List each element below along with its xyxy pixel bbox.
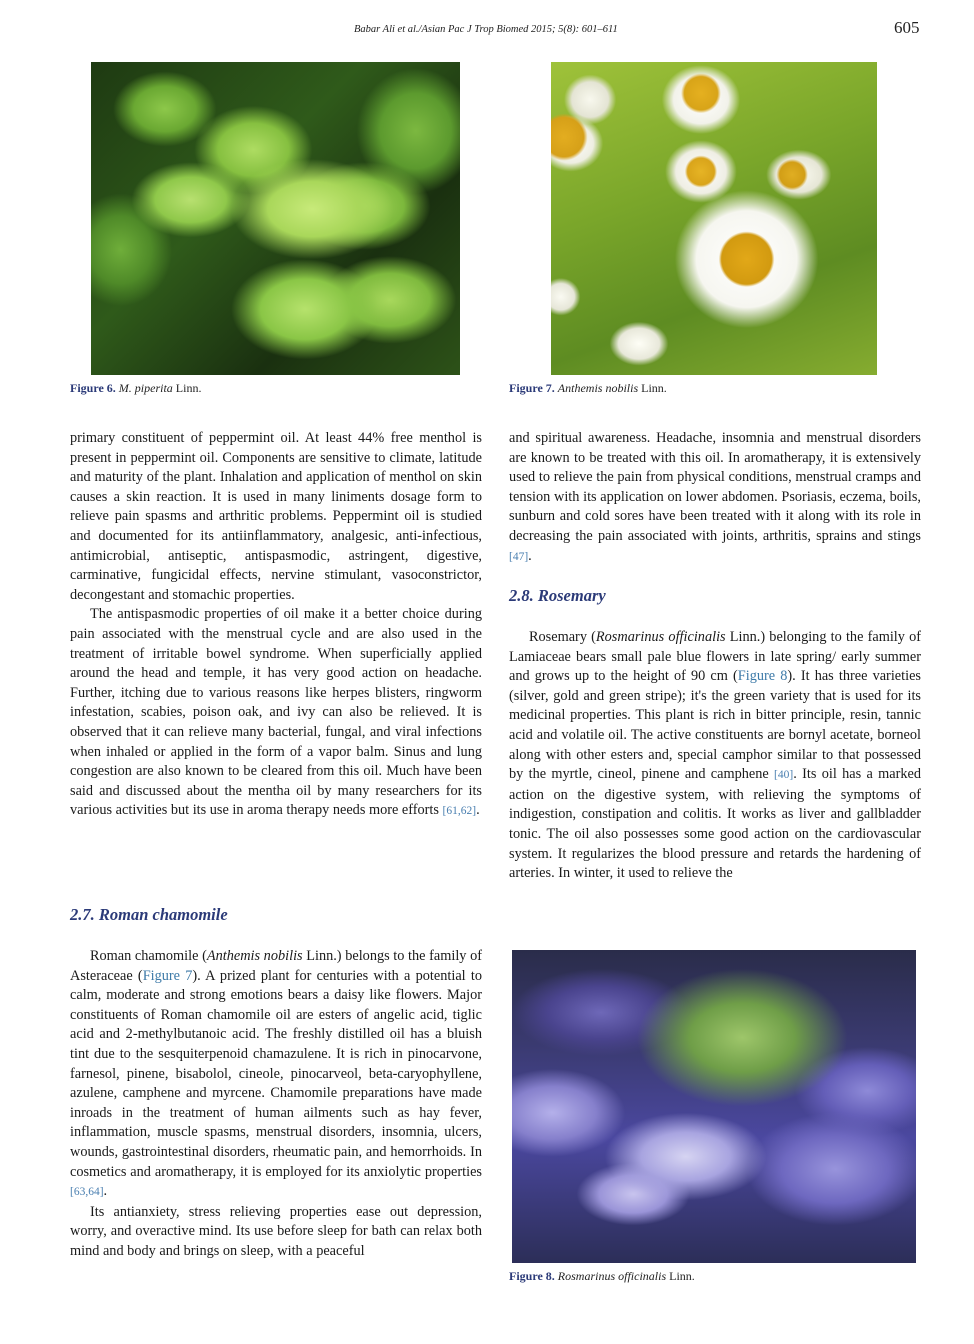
paragraph-text: Linn.) belongs to the family of Asteraceae ( — [70, 948, 482, 984]
species-name: Anthemis nobilis — [557, 381, 639, 395]
species-authority: Linn. — [641, 381, 667, 395]
citation-link[interactable]: [40] — [774, 769, 794, 782]
section-heading: 2.7. Roman chamomile — [70, 905, 228, 924]
species-authority: Linn. — [175, 381, 202, 395]
figure-7-caption — [509, 381, 667, 396]
citation-link[interactable]: [47] — [509, 550, 529, 563]
figure-8-caption — [509, 1269, 695, 1284]
paragraph-text: ). A prized plant for centuries with a potential to calm, moderate and strong emotions bears a daisy like flowers. Major constituents of Roman chamomile oil are esters of angelic acid, tiglic acid and 2-methylbutanoic acid. The freshly distilled oil has a bluish tint due to the sesquiterpenoid chamazulene. It is rich in pinocarvone, farnesol, pinene, bisabolol, cineole, pinocarveol, beta-caryophyllene, azulene, camphene and myrcene. Chamomile preparations have made inroads in the treatment of human ailments such as hay fever, inflammation, muscle spasms, menstrual disorders, insomnia, ulcers, wounds, gastrointestinal disorders, rheumatic pain, and hemorrhoids. In cosmetics and aromatherapy, it is employed for its anxiolytic properties — [70, 967, 482, 1180]
right-column-upper — [509, 429, 921, 567]
left-column-upper — [70, 429, 482, 822]
species-name: M. piperita — [118, 381, 173, 395]
right-column-lower — [509, 628, 921, 884]
paragraph — [509, 628, 921, 884]
paragraph: Roman chamomile (Anthemis nobilis Linn.) belongs to the family of Asteraceae (Figure 7). A prized plant for centuries with a potential to calm, moderate and strong emotions bears a daisy like flowers. Major constituents of Roman chamomile oil are esters of angelic acid, tiglic acid and 2-methylbutanoic acid. The freshly distilled oil has a bluish tint due to the sesquiterpenoid chamazulene. It is rich in pinocarvone, farnesol, pinene, bisabolol, cineole, pinocarveol, beta-caryophyllene, azulene, camphene and myrcene. Chamomile preparations have made inroads in the treatment of human ailments such as hay fever, inflammation, muscle spasms, menstrual disorders, insomnia, ulcers, wounds, gastrointestinal disorders, rheumatic pain, and hemorrhoids. In cosmetics and aromatherapy, it is employed for its anxiolytic properties [63,64]. — [70, 948, 482, 1200]
section-heading: 2.8. Rosemary — [509, 586, 606, 605]
figure-7-link[interactable]: Figure 7 — [142, 967, 193, 984]
paragraph-text: The antispasmodic properties of oil make it a better choice during pain associated with the menstrual cycle and are also used in the treatment of irritable bowel syndrome. When superficially applied around the head and temple, it has very good action on headache. Further, itching due to various reasons like herpes blisters, ringworm infestation, scabies, poison oak, and ivy can also be relieved. It is observed that it can relieve many bacterial, fungal, and viral infections when inhaled or applied in the form of a vapor balm. Sinus and lung congestion are also known to be cleared from this oil. Much have been said and discussed about the mentha oil by many researchers for its various activities but its use in aroma therapy needs more efforts — [70, 606, 482, 819]
section-2-8 — [509, 585, 921, 607]
peppermint-leaves-photo — [91, 62, 460, 375]
paragraph-text: . Its oil has a marked action on the digestive system, with relieving the symptoms of indigestion, constipation and colitis. It works as liver and gallbladder tonic. The oil also possesses some good action on the cardiovascular system. It regularizes the blood pressure and retards the hardening of arteries. In winter, it used to relieve the — [509, 766, 922, 882]
figure-6-caption — [70, 381, 201, 396]
figure-label: Figure 6. — [70, 381, 116, 395]
chamomile-flowers-photo — [551, 62, 877, 375]
rosemary-sprig-photo — [512, 950, 916, 1263]
paragraph: and spiritual awareness. Headache, insomnia and menstrual disorders are known to be treated with this oil. In aromatherapy, it is extensively used to relieve the pain from physical conditions, menstrual cramps and tension with its application on lower abdomen. Psoriasis, eczema, boils, sunburn and cold sores have been treated with it along with its role in decreasing the pain associated with joints, arthritis, sprains and stings [47]. — [509, 430, 921, 564]
species-authority: Linn. — [669, 1269, 695, 1283]
paragraph-text: Linn.) belonging to the family of Lamiaceae bears small pale blue flowers in late spring/ early summer and grows up to the height of 90 cm ( — [509, 629, 922, 685]
figure-label: Figure 8. — [509, 1269, 555, 1283]
citation-link[interactable]: [63,64] — [70, 1186, 104, 1199]
figure-label: Figure 7. — [509, 381, 555, 395]
figure-8-link[interactable]: Figure 8 — [737, 668, 788, 685]
page-number: 605 — [894, 18, 920, 37]
paragraph-text: Rosemary ( — [529, 629, 596, 645]
citation-link[interactable]: [61,62] — [442, 805, 477, 818]
paragraph: Its antianxiety, stress relieving properties ease out depression, worry, and overactive mind. Its use before sleep for bath can relax both mind and body and brings on sleep, with a peaceful — [70, 1203, 482, 1259]
paragraph-text: Roman chamomile ( — [90, 948, 207, 964]
paragraph: primary constituent of peppermint oil. At least 44% free menthol is present in peppermint oil. Components are sensitive to climate, latitude and maturity of the plant. Inhalation and application of menthol on skin causes a skin reaction. It is used in many liniments dosage form to relieve pain spasms and arthritic problems. Peppermint oil is studied and documented for its antiinflammatory, analgesic, anti-infectious, antimicrobial, antiseptic, antispasmodic, astringent, digestive, carminative, fungicidal effects, nervine stimulant, vasoconstrictor, decongestant and stomachic properties. — [70, 430, 482, 603]
species-name: Anthemis nobilis — [206, 948, 303, 964]
journal-citation: Babar Ali et al./Asian Pac J Trop Biomed 2015; 5(8): 601–611 — [354, 24, 618, 35]
paragraph-text: and spiritual awareness. Headache, insomnia and menstrual disorders are known to be treated with this oil. In aromatherapy, it is extensively used to relieve the pain from physical conditions, menstrual cramps and tension with its application on lower abdomen. Psoriasis, eczema, boils, sunburn and cold sores have been treated with it along with its role in decreasing the pain associated with joints, arthritis, sprains and stings — [509, 430, 921, 544]
left-column-lower — [70, 947, 482, 1262]
section-2-7 — [70, 904, 482, 926]
species-name: Rosmarinus officinalis — [595, 629, 726, 645]
species-name: Rosmarinus officinalis — [557, 1269, 667, 1283]
paragraph-text: ). It has three varieties (silver, gold and green stripe); it's the green variety that is used for its medicinal properties. This plant is rich in bitter principle, resin, tannic acid and volatile oil. The active constituents are bornyl acetate, borneol along with other esters and, special camphor similar to that possessed by the myrtle, cineol, pinene and camphene — [509, 668, 921, 783]
paragraph: The antispasmodic properties of oil make it a better choice during pain associated with the menstrual cycle and are also used in the treatment of irritable bowel syndrome. When superficially applied around the head and temple, it has very good action on headache. Further, itching due to various reasons like herpes blisters, ringworm infestation, scabies, poison oak, and ivy can also be relieved. It is observed that it can relieve many bacterial, fungal, and viral infections when inhaled or applied in the form of a vapor balm. Sinus and lung congestion are also known to be cleared from this oil. Much have been said and discussed about the mentha oil by many researchers for its various activities but its use in aroma therapy needs more efforts [61,62]. — [70, 606, 482, 819]
